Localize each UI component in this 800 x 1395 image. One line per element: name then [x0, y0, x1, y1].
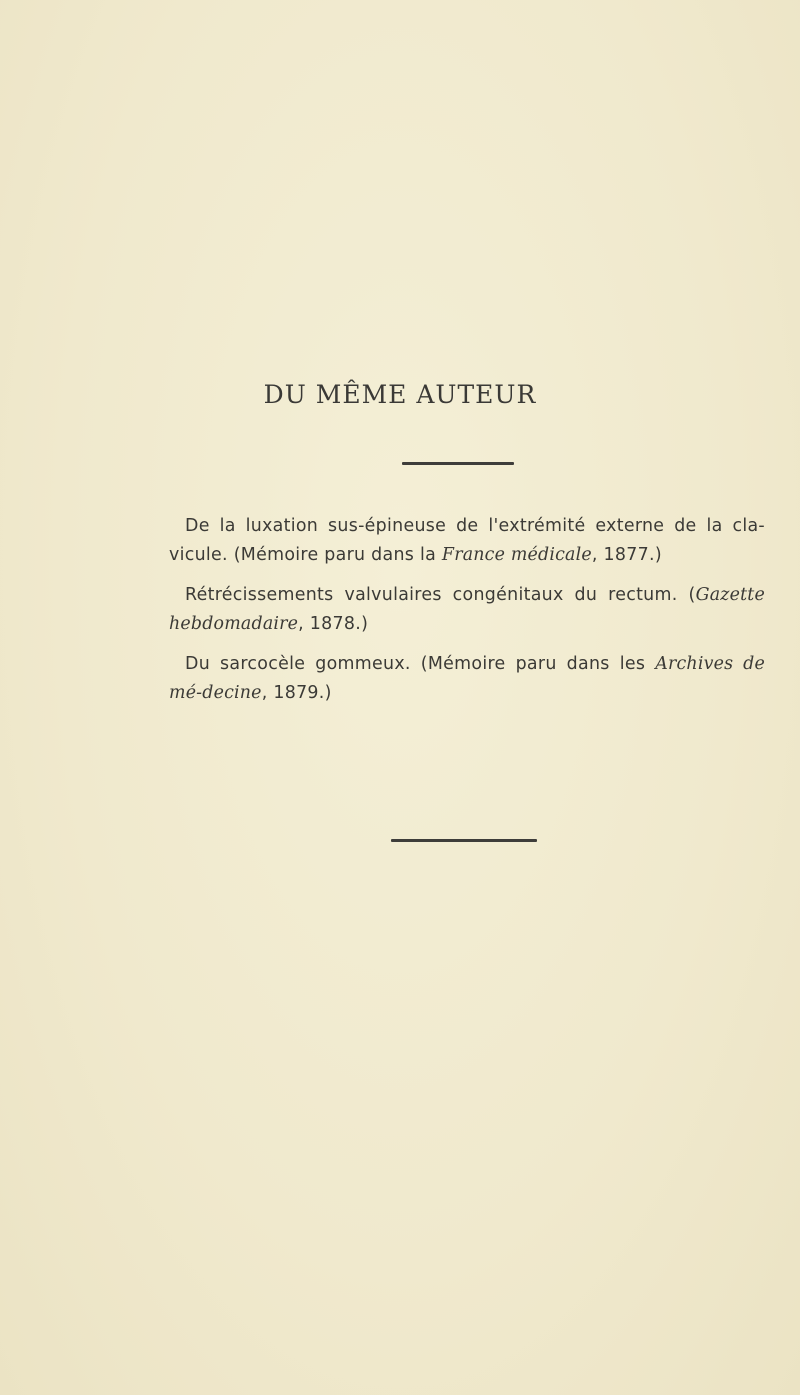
entry-journal: France médicale [441, 545, 592, 565]
bibliography-entry-2 [169, 581, 765, 639]
entry-text: Rétrécissements valvulaires congénitaux du rectum. ( [185, 585, 696, 605]
entry-year: , 1878.) [298, 614, 369, 634]
bibliography-entry-1 [169, 512, 765, 570]
entry-journal: Gazette hebdomadaire [169, 585, 765, 634]
entry-text: De la luxation sus-épineuse de l'extrémité externe de la cla-vicule. (Mémoire paru dans la [169, 516, 765, 565]
page-heading: DU MÊME AUTEUR [263, 380, 537, 409]
bibliography-list [169, 512, 765, 719]
bibliography-entry-3 [169, 650, 765, 708]
entry-year: , 1879.) [261, 683, 332, 703]
entry-journal: Archives de mé-decine [169, 654, 765, 703]
entry-year: , 1877.) [591, 545, 662, 565]
top-divider-rule [402, 462, 514, 465]
bottom-divider-rule [391, 839, 537, 842]
entry-text: Du sarcocèle gommeux. (Mémoire paru dans les [185, 654, 656, 674]
